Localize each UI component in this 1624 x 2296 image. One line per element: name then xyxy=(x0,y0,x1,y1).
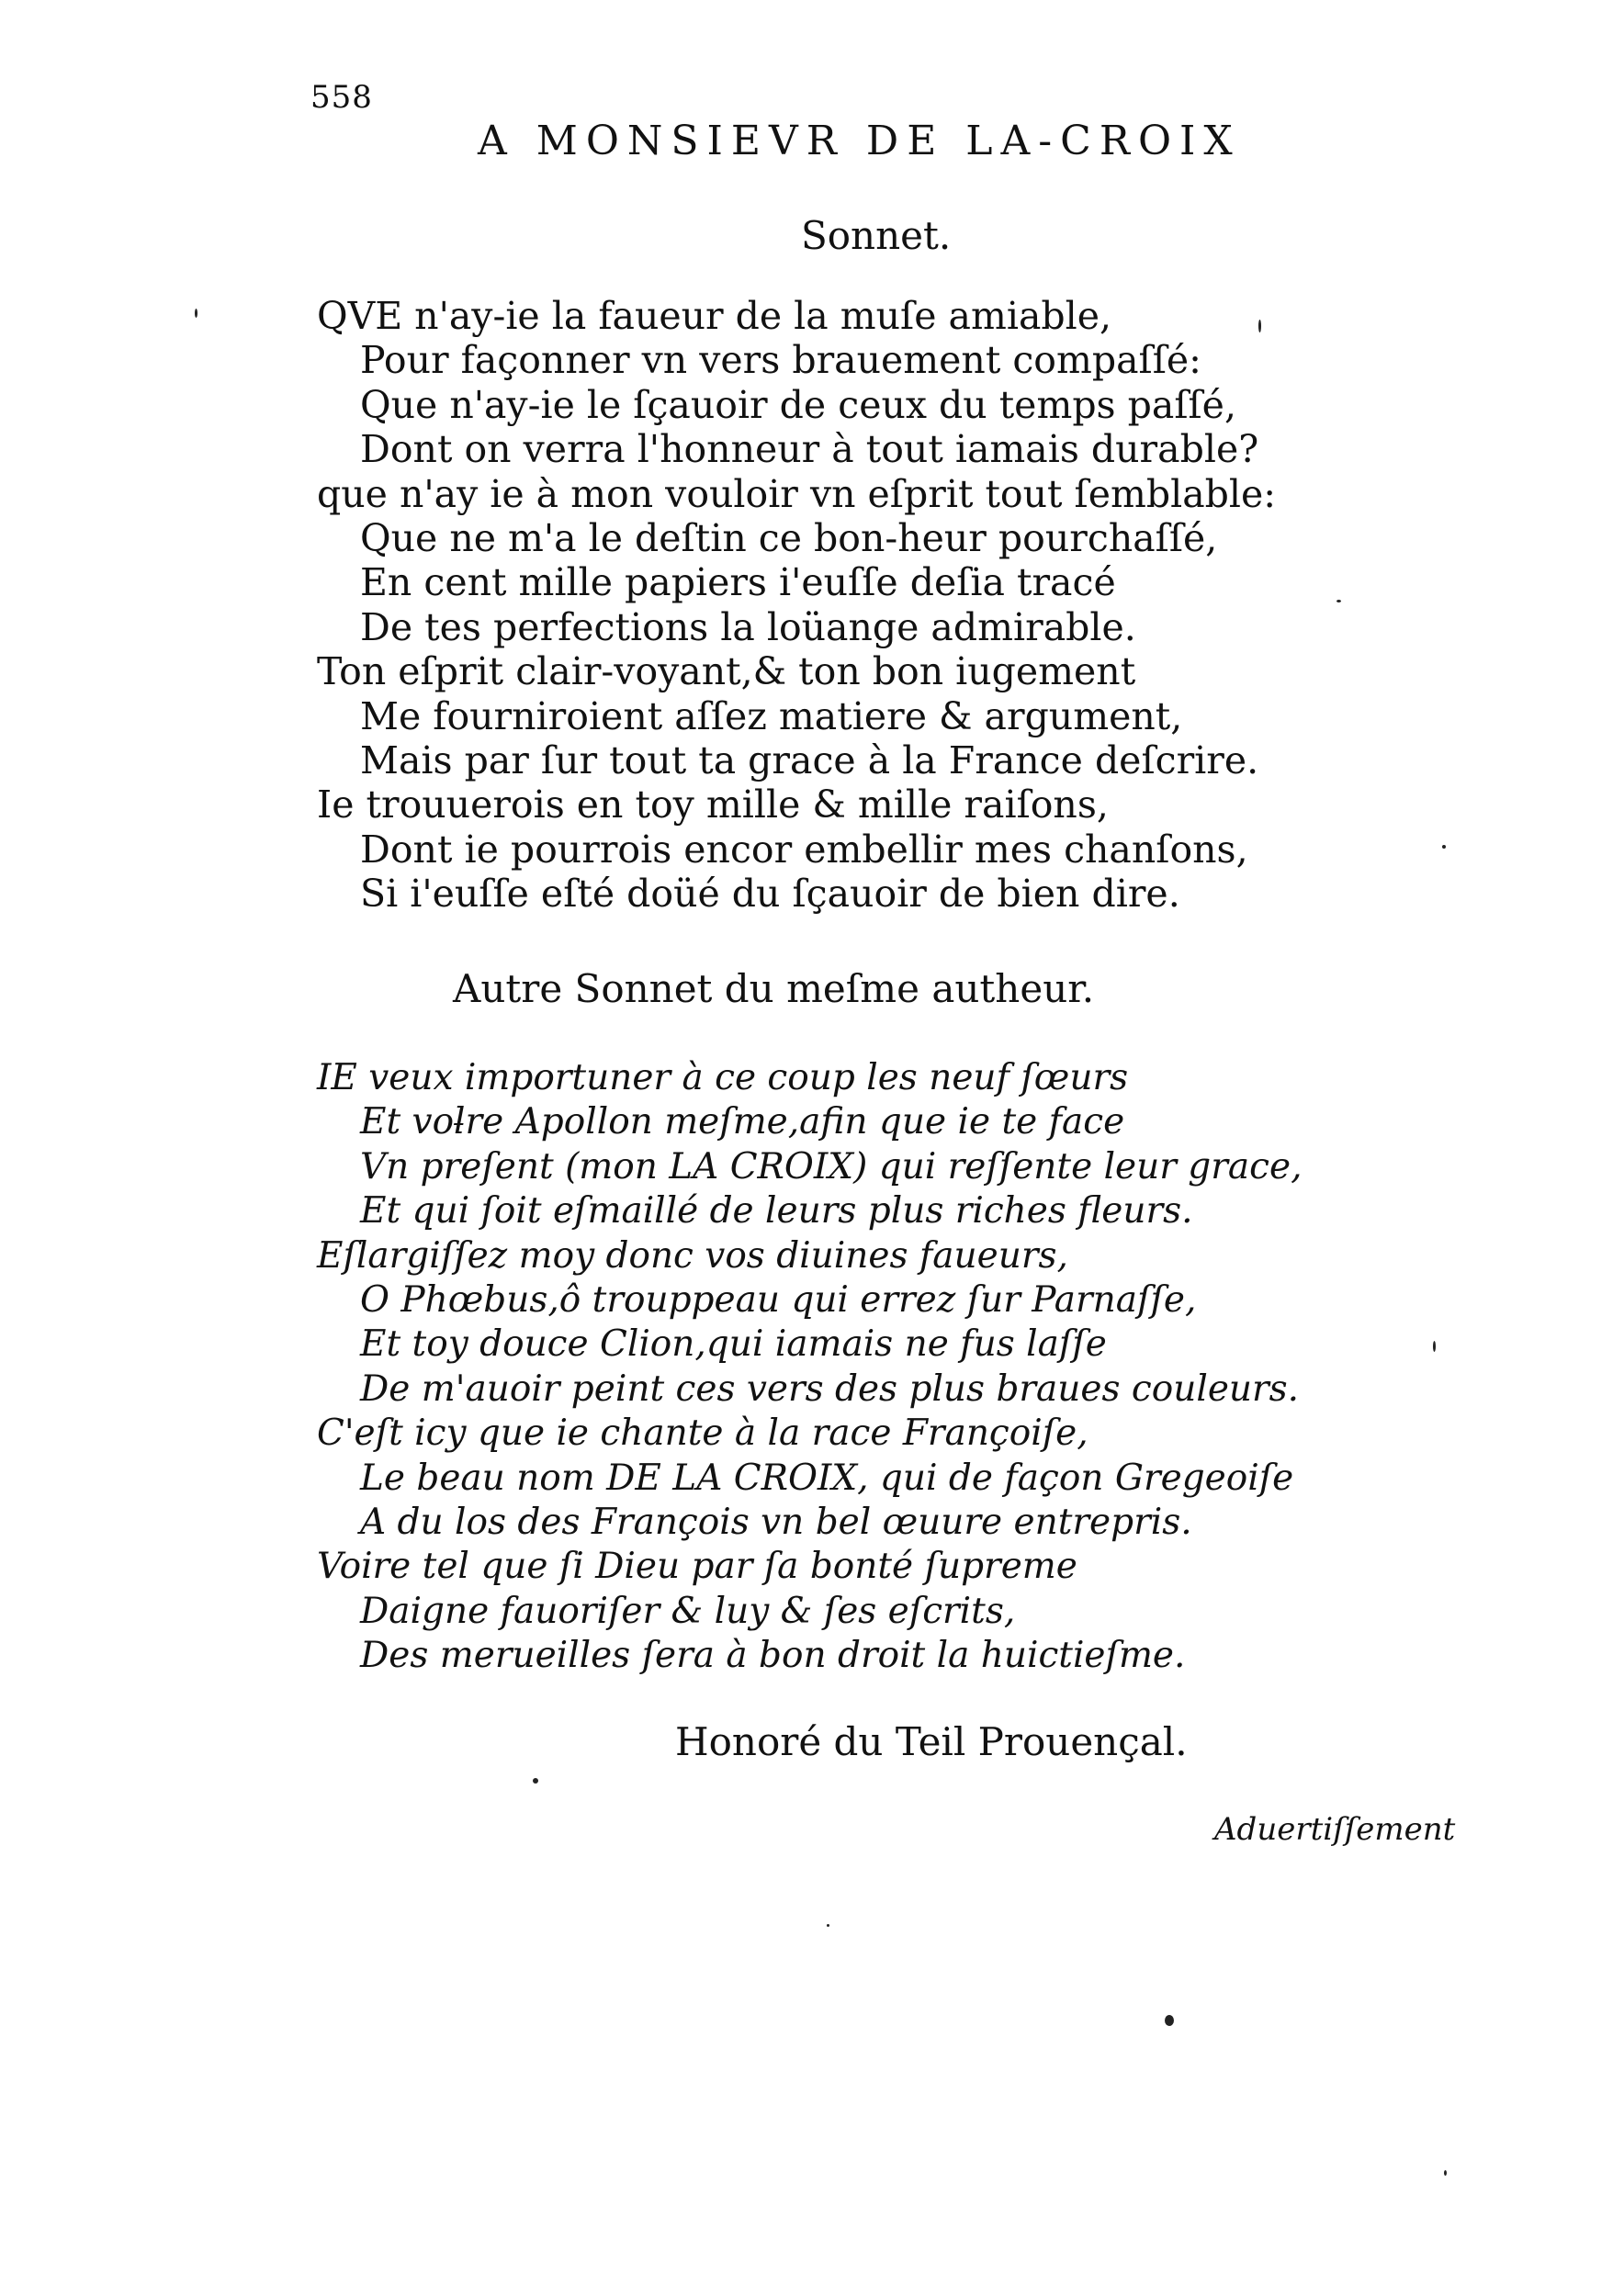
author-signature: Honoré du Teil Prouençal. xyxy=(675,1719,1188,1764)
sonnet-two-title: Autre Sonnet du meſme autheur. xyxy=(453,966,1095,1011)
verse-line: Si i'euſſe eſté doüé du ſçauoir de bien dire. xyxy=(360,872,1180,917)
verse-line: A du los des François vn bel œuure entrepris. xyxy=(360,1501,1192,1543)
verse-line: Daigne fauoriſer & luy & ſes eſcrits, xyxy=(360,1590,1016,1632)
verse-line: De m'auoir peint ces vers des plus braues couleurs. xyxy=(360,1367,1300,1410)
sonnet-one-body xyxy=(317,294,1276,916)
verse-line: Et voƚre Apollon meſme,afin que ie te face xyxy=(360,1101,1125,1143)
sonnet-two-body xyxy=(317,1056,1302,1678)
verse-line: O Phœbus,ô trouppeau qui errez ſur Parnaſſe, xyxy=(360,1278,1197,1321)
verse-line: Que n'ay-ie le ſçauoir de ceux du temps paſſé, xyxy=(360,382,1236,427)
verse-line: Et qui ſoit eſmaillé de leurs plus riches fleurs. xyxy=(360,1190,1193,1232)
ink-speck xyxy=(195,309,197,318)
verse-line: C'eſt icy que ie chante à la race Françoiſe, xyxy=(317,1412,1088,1455)
verse-line: Pour façonner vn vers brauement compaſſé: xyxy=(360,338,1201,383)
verse-line: QVE n'ay-ie la faueur de la muſe amiable, xyxy=(317,294,1112,338)
verse-line: Ton eſprit clair-voyant,& ton bon iugement xyxy=(317,649,1136,694)
verse-line: IE veux importuner à ce coup les neuf ſœurs xyxy=(317,1057,1129,1098)
sonnet-one-title: Sonnet. xyxy=(801,213,952,258)
running-head: A MONSIEVR DE LA-CROIX xyxy=(478,118,1241,164)
verse-line: Le beau nom DE LA CROIX, qui de façon Gregeoiſe xyxy=(360,1457,1294,1499)
verse-line: Des merueilles ſera à bon droit la huictieſme. xyxy=(360,1635,1186,1677)
verse-line: Que ne m'a le deſtin ce bon-heur pourchaſſé, xyxy=(360,515,1218,560)
verse-line: Dont ie pourrois encor embellir mes chanſons, xyxy=(360,827,1248,872)
verse-line: En cent mille papiers i'euſſe deſia tracé xyxy=(360,560,1116,605)
verse-line: Me fourniroient aſſez matiere & argument, xyxy=(360,693,1183,738)
ink-speck xyxy=(533,1778,538,1784)
ink-speck xyxy=(1442,845,1446,849)
ink-speck xyxy=(1444,2170,1447,2176)
verse-line: De tes perfections la loüange admirable. xyxy=(360,604,1136,649)
verse-line: Voire tel que ſi Dieu par ſa bonté ſupreme xyxy=(317,1546,1077,1588)
catchword: Aduertiſſement xyxy=(1214,1811,1456,1848)
ink-speck xyxy=(1433,1341,1436,1352)
verse-line: que n'ay ie à mon vouloir vn eſprit tout ſemblable: xyxy=(317,471,1277,516)
verse-line: Et toy douce Clion,qui iamais ne fus laſſe xyxy=(360,1323,1107,1366)
ink-speck xyxy=(827,1924,829,1927)
verse-line: Ie trouuerois en toy mille & mille raiſons, xyxy=(317,782,1109,827)
page-number: 558 xyxy=(310,79,373,116)
verse-line: Mais par ſur tout ta grace à la France deſcrire. xyxy=(360,737,1259,782)
verse-line: Vn preſent (mon LA CROIX) qui reſſente leur grace, xyxy=(360,1145,1303,1187)
ink-speck xyxy=(1258,320,1261,332)
verse-line: Dont on verra l'honneur à tout iamais durable? xyxy=(360,427,1259,472)
verse-line: Eſlargiſſez moy donc vos diuines faueurs, xyxy=(317,1234,1068,1277)
ink-speck xyxy=(1165,2015,1174,2026)
ink-speck xyxy=(1336,600,1341,602)
